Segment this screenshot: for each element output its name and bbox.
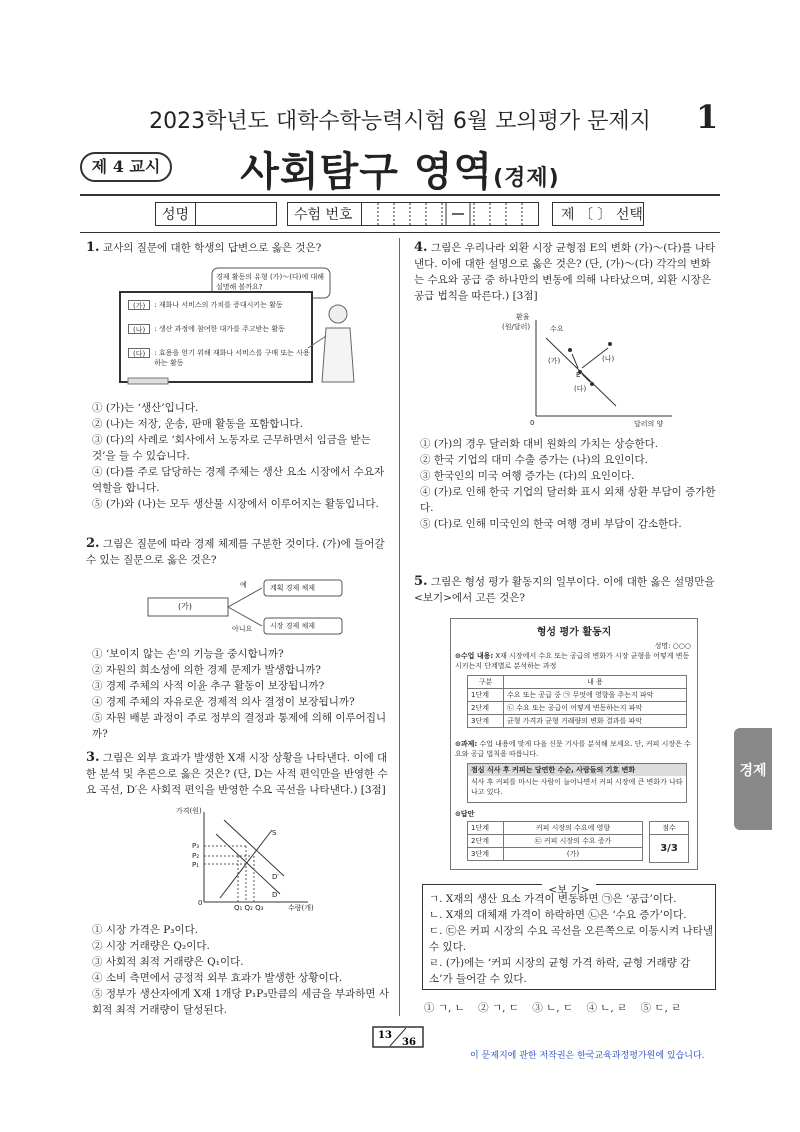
q1-speech-bubble: 경제 활동의 유형 (가)～(다)에 대해 설명해 볼까요? [216, 273, 324, 291]
copyright-notice: 이 문제지에 관한 저작권은 한국교육과정평가원에 있습니다. [470, 1051, 705, 1061]
header-rule [80, 194, 720, 196]
q2-yes-result: 계획 경제 체제 [270, 584, 316, 592]
q5-ans-text: 커피 시장의 수요에 영향 [504, 822, 643, 835]
q3-p1: P₁ [192, 861, 200, 869]
q3-origin: 0 [198, 899, 203, 907]
q5-td: 균형 가격과 균형 거래량의 변화 결과를 파악 [504, 715, 687, 728]
q5-bogi-item: ㄱ. X재의 생산 요소 가격이 변동하면 ㉠은 ‘공급’이다. [429, 893, 677, 905]
q5-text: 그림은 형성 평가 활동지의 일부이다. 이에 대한 옳은 설명만을 <보기>에서 고른 것은? [414, 576, 715, 604]
q4-y-axis-label: 환율 [516, 313, 530, 321]
q2-stem [86, 536, 390, 568]
q3-option[interactable]: ④ 소비 측면에서 긍정적 외부 효과가 발생한 상황이다. [92, 972, 343, 984]
q2-option[interactable]: ④ 경제 주체의 자유로운 경제적 의사 결정이 보장됩니까? [92, 696, 355, 708]
q4-y-axis-unit: (원/달러) [502, 323, 531, 331]
q5-content-label: ⊙수업 내용: [455, 652, 494, 660]
q1-board-tag: (나) [128, 324, 150, 334]
q2-text: 그림은 질문에 따라 경제 체제를 구분한 것이다. (가)에 들어갈 수 있는 질문으로 옳은 것은? [86, 538, 385, 566]
q5-news-title: 점심 식사 후 커피는 당연한 수순, 사람들의 기호 변화 [468, 764, 686, 776]
q2-no: 아니요 [232, 625, 253, 633]
q5-answer-label: ⊙답안 [455, 810, 475, 818]
page-current: 13 [378, 1030, 392, 1041]
q1-board-row [128, 300, 310, 324]
q1-option[interactable]: ② (나)는 저장, 운송, 판매 활동을 포함합니다. [92, 418, 304, 430]
q5-worksheet [450, 618, 698, 870]
exam-number-label: 수험 번호 [288, 203, 362, 225]
q4-stem [414, 240, 720, 304]
q2-option[interactable]: ⑤ 자원 배분 과정이 주로 정부의 결정과 통제에 의해 이루어집니까? [92, 712, 387, 740]
q5-ans-text: ㉢ 커피 시장의 수요 증가 [504, 835, 643, 848]
q4-number: 4. [414, 240, 428, 255]
q5-bogi-list [429, 891, 713, 987]
q3-p3: P₃ [192, 842, 200, 850]
q5-td: 수요 또는 공급 중 ㉠ 무엇에 영향을 주는지 파악 [504, 689, 687, 702]
q4-text: 그림은 우리나라 외환 시장 균형점 E의 변화 (가)～(다)를 나타낸다. 이에 대한 설명으로 옳은 것은? (단, (가)～(다) 각각의 변화는 수요와 공급 중 하나만의 변동에 의해 나타났으며, 외환 시장은 공급 법칙을 따른다.) [3점] [414, 242, 716, 302]
q4-graph [506, 316, 676, 430]
q4-label-ga: (가) [548, 357, 561, 365]
q5-score-label: 점수 [650, 822, 689, 835]
q2-options [92, 646, 396, 742]
q1-options [92, 400, 390, 512]
subject-main: 사회탐구 영역 [240, 149, 494, 195]
q5-number: 5. [414, 574, 428, 589]
q5-task-text: 수업 내용에 맞게 다음 신문 기사를 분석해 보세요. 단, 커피 시장은 수요와 공급 법칙을 따릅니다. [455, 740, 691, 758]
q3-text: 그림은 외부 효과가 발생한 X재 시장 상황을 나타낸다. 이에 대한 분석 및 추론으로 옳은 것은? (단, D는 사적 편익만을 반영한 수요 곡선, D′은 사회적 편익을 반영한 수요 곡선을 나타낸다.) [3점] [86, 752, 388, 796]
q1-board-desc: : 효용을 얻기 위해 재화나 서비스를 구매 또는 사용하는 활동 [154, 349, 310, 367]
q1-board [128, 300, 310, 372]
q5-th: 구분 [468, 676, 504, 689]
q4-option[interactable]: ① (가)의 경우 달러화 대비 원화의 가치는 상승한다. [420, 438, 659, 450]
q4-origin: 0 [530, 419, 535, 427]
q2-option[interactable]: ③ 경제 주체의 사적 이윤 추구 활동이 보장됩니까? [92, 680, 325, 692]
q1-board-desc: : 생산 과정에 참여한 대가를 주고받는 활동 [154, 325, 285, 333]
q1-board-tag: (가) [128, 300, 150, 310]
q5-bogi-item: ㄴ. X재의 대체재 가격이 하락하면 ㉡은 ‘수요 증가’이다. [429, 909, 687, 921]
q5-answer-table [467, 821, 643, 861]
q5-choices[interactable]: ① ㄱ, ㄴ ② ㄱ, ㄷ ③ ㄴ, ㄷ ④ ㄴ, ㄹ ⑤ ㄷ, ㄹ [424, 1002, 682, 1014]
q5-ans-text: (가) [504, 848, 643, 861]
q3-options [92, 922, 396, 1018]
q1-option[interactable]: ④ (다)를 주로 담당하는 경제 주체는 생산 요소 시장에서 수요자 역할을 합니다. [92, 466, 385, 494]
session-badge: 제 4 교시 [80, 152, 172, 182]
q3-option[interactable]: ① 시장 가격은 P₃이다. [92, 924, 199, 936]
q4-label-e: E [576, 371, 581, 379]
q1-board-row [128, 348, 310, 372]
q5-news-text: 식사 후 커피를 마시는 사람이 늘어나면서 커피 시장에 큰 변화가 나타나고 있다. [471, 778, 683, 796]
exam-number-field[interactable] [287, 202, 539, 226]
q3-number: 3. [86, 750, 100, 765]
q4-option[interactable]: ④ (가)로 인해 한국 기업의 달러화 표시 외채 상환 부담이 증가한다. [420, 486, 716, 514]
q5-ans-step: 1단계 [468, 822, 504, 835]
q3-option[interactable]: ② 시장 거래량은 Q₂이다. [92, 940, 210, 952]
q5-stem [414, 574, 720, 606]
subject-side-tab: 경제 [734, 728, 772, 830]
q3-option[interactable]: ③ 사회적 최적 거래량은 Q₁이다. [92, 956, 244, 968]
q5-news-box [467, 763, 687, 803]
q3-stem [86, 750, 390, 798]
q4-option[interactable]: ⑤ (다)로 인해 미국인의 한국 여행 경비 부담이 감소한다. [420, 518, 682, 530]
exam-title: 2023학년도 대학수학능력시험 6월 모의평가 문제지 [149, 109, 651, 134]
q3-label-s: S [272, 829, 277, 837]
name-field[interactable] [155, 202, 277, 226]
q5-bogi-item: ㄹ. (가)에는 ‘커피 시장의 균형 가격 하락, 균형 거래량 감소’가 들어갈 수 있다. [429, 957, 691, 985]
page-number: 1 [696, 98, 719, 136]
q5-task-label: ⊙과제: [455, 740, 478, 748]
subject-sub: (경제) [493, 166, 560, 191]
q3-option[interactable]: ⑤ 정부가 생산자에게 X재 1개당 P₁P₃만큼의 세금을 부과하면 사회적 최적 거래량이 달성된다. [92, 988, 390, 1016]
q4-label-na: (나) [602, 355, 615, 363]
q1-board-tag: (다) [128, 348, 150, 358]
page-total: 36 [402, 1037, 416, 1048]
header-rule-2 [80, 232, 720, 233]
q1-board-row [128, 324, 310, 348]
q1-text: 교사의 질문에 대한 학생의 답변으로 옳은 것은? [102, 242, 322, 254]
q4-options [420, 436, 722, 532]
q3-label-dp: D′ [272, 873, 279, 881]
q4-demand-label: 수요 [550, 325, 564, 333]
exam-number-boxes [362, 203, 538, 225]
q1-stem [86, 240, 390, 256]
q5-sheet-title: 형성 평가 활동지 [536, 627, 612, 638]
q2-option[interactable]: ② 자원의 희소성에 의한 경제 문제가 발생합니까? [92, 664, 321, 676]
q1-option[interactable]: ③ (다)의 사례로 ‘회사에서 노동자로 근무하면서 임금을 받는 것’을 들 수 있습니다. [92, 434, 371, 462]
q5-score: 3/3 [650, 835, 689, 863]
q5-score-table [649, 821, 689, 863]
q5-bogi-item: ㄷ. ㉢은 커피 시장의 수요 곡선을 오른쪽으로 이동시켜 나타낼 수 있다. [429, 925, 713, 953]
q5-bogi-box [422, 884, 716, 990]
q3-p2: P₂ [192, 852, 200, 860]
q5-bogi-title: <보 기> [542, 884, 595, 896]
q3-y-axis-label: 가격(원) [176, 807, 202, 815]
q2-box-label: (가) [178, 602, 192, 611]
q5-td: 2단계 [468, 702, 504, 715]
q4-x-axis-label: 달러의 양 [634, 420, 664, 428]
q5-sheet-name: 성명: ○○○ [654, 642, 691, 650]
q3-x-axis-label: 수량(개) [288, 904, 314, 912]
q4-option[interactable]: ② 한국 기업의 대미 수출 증가는 (나)의 요인이다. [420, 454, 648, 466]
q2-option[interactable]: ① ‘보이지 않는 손’의 기능을 중시합니까? [92, 648, 284, 660]
q3-q-labels: Q₁ Q₂ Q₃ [234, 904, 264, 912]
q4-label-da: (다) [574, 385, 587, 393]
q1-option[interactable]: ① (가)는 ‘생산’입니다. [92, 402, 199, 414]
q4-option[interactable]: ③ 한국인의 미국 여행 증가는 (다)의 요인이다. [420, 470, 635, 482]
q5-ans-step: 3단계 [468, 848, 504, 861]
q1-number: 1. [86, 240, 100, 255]
q5-step-table [467, 675, 687, 728]
q5-th: 내 용 [504, 676, 687, 689]
name-label: 성명 [156, 203, 196, 225]
q2-yes: 예 [240, 581, 247, 589]
q2-number: 2. [86, 536, 100, 551]
q5-td: ㉡ 수요 또는 공급이 어떻게 변동하는지 파악 [504, 702, 687, 715]
q2-no-result: 시장 경제 체제 [270, 622, 316, 630]
select-label: 제 〔 〕 선택 [561, 207, 643, 223]
q1-board-desc: : 재화나 서비스의 가치를 증대시키는 활동 [154, 301, 283, 309]
q5-content [455, 651, 693, 671]
q3-label-d: D [272, 891, 278, 899]
q1-option[interactable]: ⑤ (가)와 (나)는 모두 생산물 시장에서 이루어지는 활동입니다. [92, 498, 379, 510]
column-divider [399, 238, 400, 1016]
page-counter [372, 1026, 424, 1048]
q5-content-text: X재 시장에서 수요 또는 공급의 변화가 시장 균형을 어떻게 변동시키는지 단계별로 분석하는 과정 [455, 652, 690, 670]
q5-td: 1단계 [468, 689, 504, 702]
q5-td: 3단계 [468, 715, 504, 728]
q5-task [455, 739, 693, 759]
subject-select-field[interactable] [552, 202, 644, 226]
q5-ans-step: 2단계 [468, 835, 504, 848]
subject-title [0, 140, 800, 197]
